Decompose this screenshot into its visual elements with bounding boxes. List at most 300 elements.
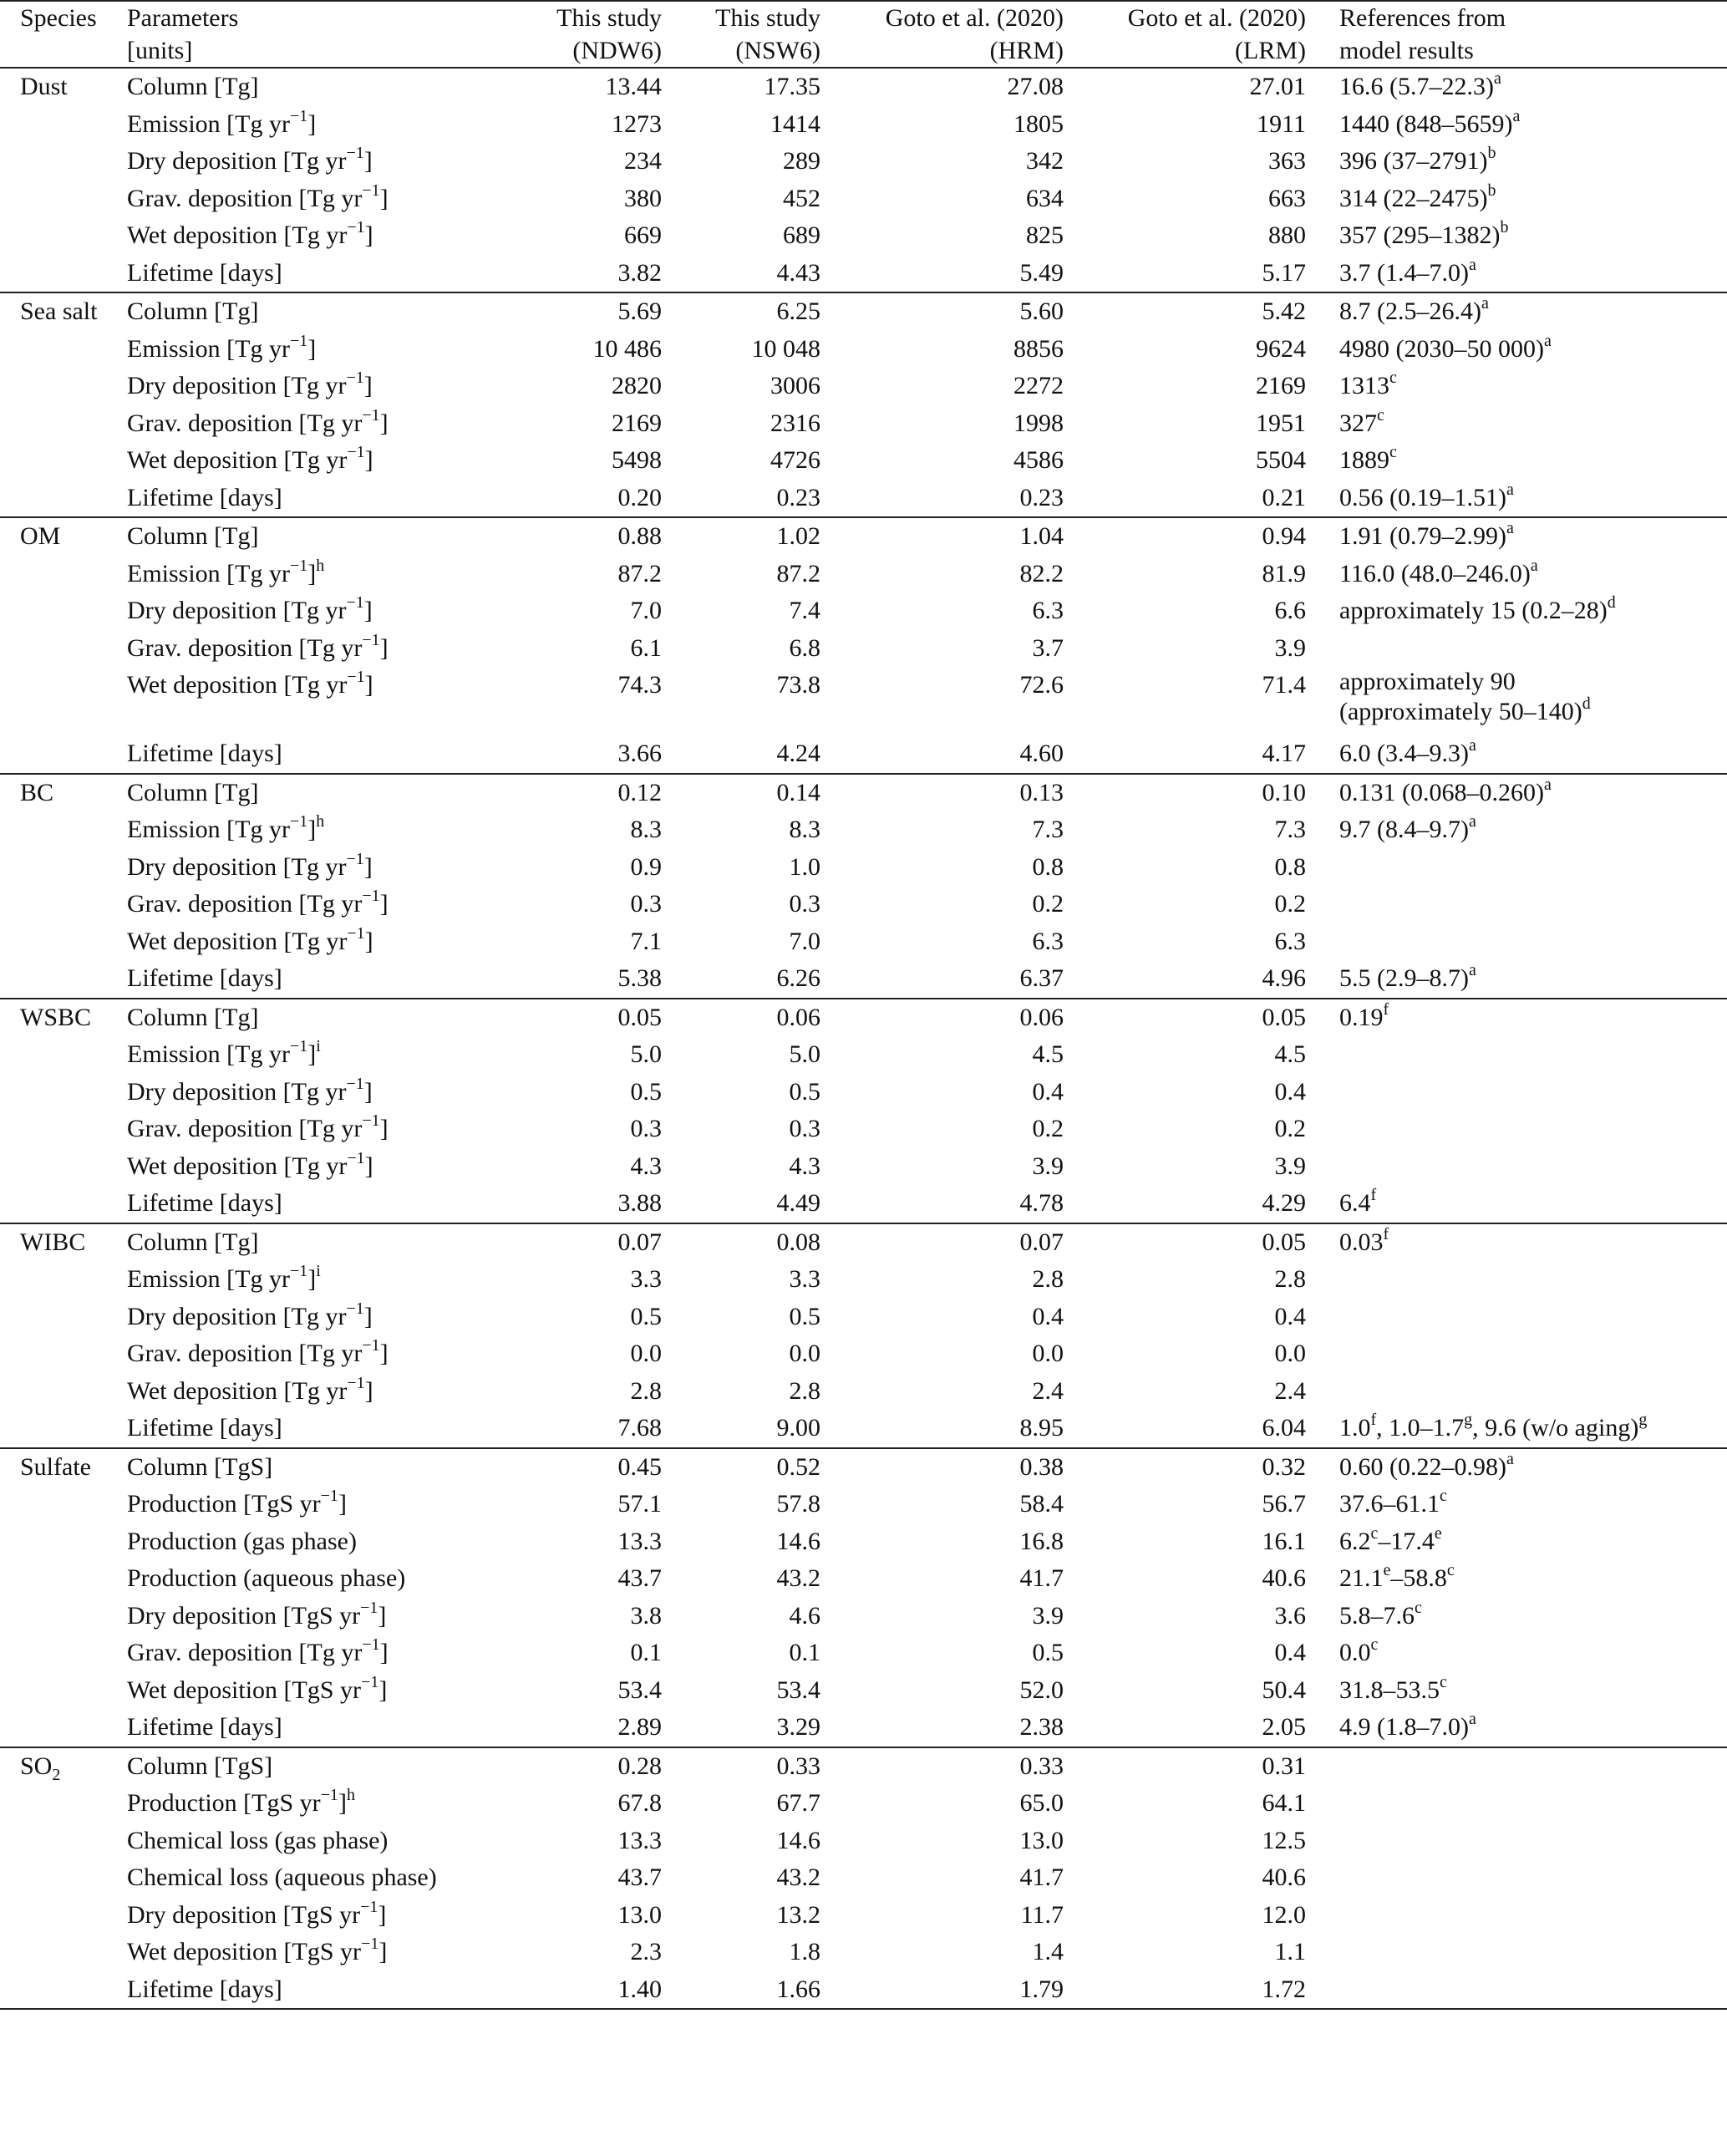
reference-cell: 37.6–61.1$^c$ xyxy=(1339,1487,1447,1518)
reference-cell: 0.131 $(0.068-0.260)^a$ xyxy=(1339,775,1552,806)
table-row xyxy=(0,1598,1727,1635)
hrm-cell: 4.60 xyxy=(1019,740,1064,767)
hrm-cell: 3.9 xyxy=(1032,1152,1064,1180)
ndw6-cell: 3.88 xyxy=(617,1189,662,1217)
lrm-cell: 363 xyxy=(1268,147,1306,175)
table-row xyxy=(0,811,1727,849)
parameter-cell: Emission [Tg $yr^{-1}]^i$ xyxy=(127,1262,321,1293)
lrm-cell: 40.6 xyxy=(1262,1864,1306,1891)
lrm-cell: 0.32 xyxy=(1262,1452,1306,1481)
table-row xyxy=(0,181,1727,218)
hrm-cell: 16.8 xyxy=(1019,1527,1064,1555)
parameter-cell: Dry deposition [TgS $yr^{-1}$] xyxy=(127,1598,387,1630)
table-row xyxy=(0,1785,1727,1823)
nsw6-cell: 6.8 xyxy=(789,633,820,662)
nsw6-cell: 13.2 xyxy=(776,1900,820,1929)
reference-cell: 314 $(22-2475)^b$ xyxy=(1339,181,1496,212)
ndw6-cell: 87.2 xyxy=(617,559,662,587)
lrm-cell: 56.7 xyxy=(1262,1490,1306,1518)
table-row xyxy=(0,106,1727,144)
nsw6-cell: 3.3 xyxy=(789,1265,820,1293)
species-group xyxy=(0,1448,1727,1747)
hrm-cell: 1.4 xyxy=(1032,1938,1064,1965)
reference-cell xyxy=(1306,1036,1727,1074)
parameter-cell: Lifetime [days] xyxy=(127,1975,282,2003)
nsw6-cell: 689 xyxy=(783,221,820,249)
nsw6-cell: 87.2 xyxy=(776,559,820,587)
hrm-cell: 0.38 xyxy=(1019,1452,1064,1481)
species-cell xyxy=(0,1785,127,1823)
hrm-cell: 0.4 xyxy=(1032,1302,1064,1330)
species-group xyxy=(0,1747,1727,2010)
table-row xyxy=(0,1373,1727,1411)
lrm-cell: 5504 xyxy=(1256,446,1306,474)
parameter-cell: Column [Tg] xyxy=(127,522,259,550)
hrm-cell: 2.4 xyxy=(1032,1376,1064,1405)
nsw6-cell: 6.25 xyxy=(776,297,820,325)
nsw6-cell: 1414 xyxy=(770,109,820,138)
table-row xyxy=(0,1299,1727,1336)
parameter-cell: Lifetime [days] xyxy=(127,1713,282,1741)
ndw6-cell: 57.1 xyxy=(617,1490,662,1518)
hrm-cell: 58.4 xyxy=(1019,1490,1064,1518)
reference-cell xyxy=(1306,849,1727,887)
lrm-cell: 9624 xyxy=(1256,334,1306,363)
ndw6-cell: 0.88 xyxy=(617,522,662,550)
species-cell xyxy=(0,1672,127,1710)
reference-cell: 5.5 $(2.9-8.7)^a$ xyxy=(1339,961,1476,992)
header-hrm: Goto et al. (2020) (HRM) xyxy=(885,4,1064,64)
table-row xyxy=(0,556,1727,593)
reference-cell xyxy=(1306,1335,1727,1373)
table-row xyxy=(0,1971,1727,2010)
ndw6-cell: 6.1 xyxy=(630,633,662,662)
reference-cell: 21.1e–58.8$^c$ xyxy=(1339,1561,1455,1592)
table-row xyxy=(0,592,1727,630)
nsw6-cell: 0.23 xyxy=(776,483,820,511)
lrm-cell: 1.1 xyxy=(1274,1938,1306,1965)
header-lrm: Goto et al. (2020) (LRM) xyxy=(1127,4,1306,64)
parameter-cell: Production [TgS $yr^{-1}$] xyxy=(127,1487,347,1518)
ndw6-cell: 53.4 xyxy=(617,1675,662,1704)
table-row xyxy=(0,630,1727,668)
nsw6-cell: 1.66 xyxy=(776,1975,820,2003)
ndw6-cell: 13.3 xyxy=(617,1826,662,1854)
lrm-cell: 2169 xyxy=(1256,372,1306,399)
hrm-cell: 0.2 xyxy=(1032,890,1064,918)
lrm-cell: 5.42 xyxy=(1262,297,1306,325)
lrm-cell: 50.4 xyxy=(1262,1675,1306,1704)
nsw6-cell: 1.8 xyxy=(789,1938,820,1965)
lrm-cell: 0.05 xyxy=(1262,1003,1306,1031)
ndw6-cell: 0.07 xyxy=(617,1228,662,1256)
ndw6-cell: 2820 xyxy=(612,372,662,399)
parameter-cell: Grav. deposition [Tg $yr^{-1}$] xyxy=(127,1635,389,1666)
lrm-cell: 16.1 xyxy=(1262,1527,1306,1555)
ndw6-cell: 1273 xyxy=(612,109,662,138)
hrm-cell: 0.06 xyxy=(1019,1003,1064,1031)
parameter-cell: Production [TgS $yr^{-1}]^h$ xyxy=(127,1786,355,1817)
reference-cell: 0.0$^c$ xyxy=(1339,1635,1379,1666)
table-row xyxy=(0,1672,1727,1710)
parameter-cell: Dry deposition [Tg $yr^{-1}$] xyxy=(127,369,373,399)
hrm-cell: 6.3 xyxy=(1032,597,1064,624)
ndw6-cell: 0.0 xyxy=(630,1340,662,1367)
parameter-cell: Emission [Tg $yr^{-1}$] xyxy=(127,331,317,363)
hrm-cell: 4.5 xyxy=(1032,1040,1064,1068)
lrm-cell: 2.05 xyxy=(1262,1713,1306,1741)
reference-cell xyxy=(1306,1111,1727,1148)
lrm-cell: 3.9 xyxy=(1274,1152,1306,1180)
reference-cell: 1.91 $(0.79-2.99)^a$ xyxy=(1339,519,1514,550)
reference-cell xyxy=(1306,1261,1727,1299)
reference-cell: 6.0 $(3.4-9.3)^a$ xyxy=(1339,736,1476,767)
species-cell xyxy=(0,181,127,218)
table-row xyxy=(0,1111,1727,1148)
parameter-cell: Grav. deposition [Tg $yr^{-1}$] xyxy=(127,181,389,212)
table-row xyxy=(0,1185,1727,1223)
ndw6-cell: 7.0 xyxy=(630,597,662,624)
hrm-cell: 5.49 xyxy=(1019,258,1064,287)
species-cell xyxy=(0,1523,127,1561)
hrm-cell: 2272 xyxy=(1013,372,1064,399)
ndw6-cell: 2.8 xyxy=(630,1376,662,1405)
species-cell xyxy=(0,811,127,849)
parameter-cell: Lifetime [days] xyxy=(127,740,282,767)
ndw6-cell: 3.66 xyxy=(617,740,662,767)
hrm-cell: 0.13 xyxy=(1019,778,1064,806)
reference-cell: 6.2$^c$–17.4e xyxy=(1339,1523,1442,1555)
header-ndw6: This study (NDW6) xyxy=(556,4,662,64)
ndw6-cell: 5.69 xyxy=(617,297,662,325)
ndw6-cell: 0.3 xyxy=(630,890,662,918)
nsw6-cell: 0.1 xyxy=(789,1639,820,1666)
species-cell xyxy=(0,592,127,630)
parameter-cell: Column [Tg] xyxy=(127,297,259,325)
nsw6-cell: 8.3 xyxy=(789,816,820,843)
hrm-cell: 6.3 xyxy=(1032,927,1064,955)
hrm-cell: 0.23 xyxy=(1019,483,1064,511)
reference-cell: approximately 15 $(0.2-28)^d$ xyxy=(1339,593,1616,624)
nsw6-cell: 289 xyxy=(783,147,820,175)
nsw6-cell: 14.6 xyxy=(776,1826,820,1854)
nsw6-cell: 4726 xyxy=(770,446,820,474)
hrm-cell: 8.95 xyxy=(1019,1414,1064,1442)
species-cell xyxy=(0,1373,127,1411)
table-row xyxy=(0,667,1727,735)
hrm-cell: 0.5 xyxy=(1032,1639,1064,1666)
lrm-cell: 1951 xyxy=(1256,409,1306,437)
ndw6-cell: 13.3 xyxy=(617,1527,662,1555)
parameter-cell: Emission [Tg $yr^{-1}]^h$ xyxy=(127,556,325,587)
species-cell: OM xyxy=(20,522,61,550)
table-row xyxy=(0,1859,1727,1897)
parameter-cell: Wet deposition [Tg $yr^{-1}$] xyxy=(127,668,373,699)
parameter-cell: Grav. deposition [Tg $yr^{-1}$] xyxy=(127,887,389,918)
lrm-cell: 0.10 xyxy=(1262,778,1306,806)
species-cell: BC xyxy=(20,778,54,806)
ndw6-cell: 7.1 xyxy=(630,927,662,955)
species-cell xyxy=(0,1934,127,1971)
nsw6-cell: 0.5 xyxy=(789,1302,820,1330)
lrm-cell: 0.4 xyxy=(1274,1077,1306,1106)
species-cell xyxy=(0,1971,127,2010)
parameter-cell: Wet deposition [Tg $yr^{-1}$] xyxy=(127,1373,373,1405)
lrm-cell: 2.4 xyxy=(1274,1376,1306,1405)
species-cell xyxy=(0,106,127,144)
ndw6-cell: 0.45 xyxy=(617,1452,662,1481)
table-row xyxy=(0,886,1727,923)
parameter-cell: Emission [Tg $yr^{-1}]^h$ xyxy=(127,812,325,843)
nsw6-cell: 67.7 xyxy=(776,1789,820,1817)
reference-cell xyxy=(1306,1785,1727,1823)
species-cell xyxy=(0,217,127,255)
nsw6-cell: 57.8 xyxy=(776,1490,820,1518)
reference-cell: 4.9 $(1.8-7.0)^a$ xyxy=(1339,1710,1476,1741)
reference-cell: 1313$^c$ xyxy=(1339,369,1397,399)
lrm-cell: 81.9 xyxy=(1262,559,1306,587)
lrm-cell: 4.96 xyxy=(1262,964,1306,992)
nsw6-cell: 1.02 xyxy=(776,522,820,550)
reference-cell: 3.7 $(1.4-7.0)^a$ xyxy=(1339,255,1476,287)
parameter-cell: Column [Tg] xyxy=(127,73,259,100)
lrm-cell: 0.31 xyxy=(1262,1752,1306,1780)
ndw6-cell: 0.28 xyxy=(617,1752,662,1780)
nsw6-cell: 3.29 xyxy=(776,1713,820,1741)
lrm-cell: 0.94 xyxy=(1262,522,1306,550)
parameter-cell: Dry deposition [TgS $yr^{-1}$] xyxy=(127,1897,387,1929)
reference-cell xyxy=(1306,1074,1727,1111)
ndw6-cell: 0.05 xyxy=(617,1003,662,1031)
table-row xyxy=(0,217,1727,255)
lrm-cell: 5.17 xyxy=(1262,258,1306,287)
species-cell xyxy=(0,1148,127,1186)
nsw6-cell: 43.2 xyxy=(776,1564,820,1592)
lrm-cell: 6.6 xyxy=(1274,597,1306,624)
hrm-cell: 52.0 xyxy=(1019,1675,1064,1704)
species-cell xyxy=(0,1185,127,1223)
lrm-cell: 6.3 xyxy=(1274,927,1306,955)
hrm-cell: 825 xyxy=(1026,221,1064,249)
nsw6-cell: 452 xyxy=(783,184,820,212)
species-cell xyxy=(0,1299,127,1336)
ndw6-cell: 4.3 xyxy=(630,1152,662,1180)
table-row xyxy=(0,1074,1727,1111)
ndw6-cell: 0.5 xyxy=(630,1077,662,1106)
ndw6-cell: 74.3 xyxy=(617,671,662,699)
lrm-cell: 663 xyxy=(1268,184,1306,212)
species-cell xyxy=(0,960,127,999)
species-cell xyxy=(0,255,127,293)
reference-cell xyxy=(1306,1747,1727,1786)
ndw6-cell: 13.0 xyxy=(617,1900,662,1929)
parameter-cell: Column [TgS] xyxy=(127,1752,273,1780)
table-row xyxy=(0,1486,1727,1523)
table-row xyxy=(0,368,1727,405)
parameter-cell: Production (gas phase) xyxy=(127,1527,357,1555)
parameter-cell: Column [Tg] xyxy=(127,1228,259,1256)
ndw6-cell: 2.3 xyxy=(630,1938,662,1965)
nsw6-cell: 73.8 xyxy=(776,671,820,699)
reference-cell: 327$^c$ xyxy=(1339,405,1384,437)
species-group xyxy=(0,774,1727,999)
species-cell xyxy=(0,1635,127,1672)
species-cell xyxy=(0,1486,127,1523)
reference-cell xyxy=(1306,923,1727,961)
species-cell xyxy=(0,331,127,369)
ndw6-cell: 0.12 xyxy=(617,778,662,806)
parameter-cell: Emission [Tg $yr^{-1}$] xyxy=(127,106,317,138)
parameter-cell: Emission [Tg $yr^{-1}]^i$ xyxy=(127,1037,321,1068)
species-cell xyxy=(0,667,127,735)
hrm-cell: 4.78 xyxy=(1019,1189,1064,1217)
ndw6-cell: 234 xyxy=(624,147,662,175)
ndw6-cell: 0.9 xyxy=(630,852,662,881)
lrm-cell: 1.72 xyxy=(1262,1975,1306,2003)
table-row xyxy=(0,480,1727,518)
hrm-cell: 1.04 xyxy=(1019,522,1064,550)
ndw6-cell: 5498 xyxy=(612,446,662,474)
nsw6-cell: 7.0 xyxy=(789,927,820,955)
reference-cell xyxy=(1306,1148,1727,1186)
table-row xyxy=(0,1560,1727,1598)
species-cell xyxy=(0,1859,127,1897)
species-cell xyxy=(0,923,127,961)
table-row xyxy=(0,1223,1727,1262)
lrm-cell: 0.4 xyxy=(1274,1302,1306,1330)
reference-cell: 0.60 $(0.22-0.98)^a$ xyxy=(1339,1449,1514,1481)
nsw6-cell: 53.4 xyxy=(776,1675,820,1704)
ndw6-cell: 669 xyxy=(624,221,662,249)
ndw6-cell: 2.89 xyxy=(617,1713,662,1741)
hrm-cell: 41.7 xyxy=(1019,1864,1064,1891)
ndw6-cell: 380 xyxy=(624,184,662,212)
header-references: References from model results xyxy=(1339,4,1506,64)
reference-cell: 9.7 $(8.4-9.7)^a$ xyxy=(1339,812,1476,843)
parameter-cell: Chemical loss (gas phase) xyxy=(127,1826,389,1854)
reference-cell xyxy=(1306,1934,1727,1971)
ndw6-cell: 67.8 xyxy=(617,1789,662,1817)
parameter-cell: Wet deposition [TgS $yr^{-1}$] xyxy=(127,1672,388,1704)
table-row xyxy=(0,331,1727,369)
parameter-cell: Lifetime [days] xyxy=(127,1414,282,1442)
ndw6-cell: 5.0 xyxy=(630,1040,662,1068)
lrm-cell: 40.6 xyxy=(1262,1564,1306,1592)
species-cell xyxy=(0,480,127,518)
table-row xyxy=(0,1448,1727,1487)
ndw6-cell: 5.38 xyxy=(617,964,662,992)
hrm-cell: 11.7 xyxy=(1020,1900,1064,1929)
hrm-cell: 82.2 xyxy=(1019,559,1064,587)
species-cell xyxy=(0,1335,127,1373)
species-group xyxy=(0,1223,1727,1448)
lrm-cell: 4.5 xyxy=(1274,1040,1306,1068)
table-row xyxy=(0,735,1727,774)
table-row xyxy=(0,1335,1727,1373)
hrm-cell: 13.0 xyxy=(1019,1826,1064,1854)
table-row xyxy=(0,1823,1727,1860)
hrm-cell: 72.6 xyxy=(1019,671,1064,699)
hrm-cell: 0.07 xyxy=(1019,1228,1064,1256)
parameter-cell: Lifetime [days] xyxy=(127,964,282,992)
reference-cell xyxy=(1306,1299,1727,1336)
nsw6-cell: 4.43 xyxy=(776,258,820,287)
species-cell xyxy=(0,1111,127,1148)
hrm-cell: 41.7 xyxy=(1019,1564,1064,1592)
nsw6-cell: 4.24 xyxy=(776,740,820,767)
reference-cell: 1440 $(848-5659)^a$ xyxy=(1339,106,1521,138)
species-group xyxy=(0,68,1727,292)
reference-cell xyxy=(1306,1971,1727,2010)
nsw6-cell: 0.08 xyxy=(776,1228,820,1256)
table-row xyxy=(0,405,1727,443)
table-row xyxy=(0,292,1727,331)
lrm-cell: 0.0 xyxy=(1274,1340,1306,1367)
hrm-cell: 0.33 xyxy=(1019,1752,1064,1780)
lrm-cell: 0.4 xyxy=(1274,1639,1306,1666)
species-group xyxy=(0,517,1727,774)
hrm-cell: 3.9 xyxy=(1032,1601,1064,1630)
table-row xyxy=(0,1747,1727,1786)
nsw6-cell: 4.49 xyxy=(776,1189,820,1217)
nsw6-cell: 0.33 xyxy=(776,1752,820,1780)
species-cell xyxy=(0,405,127,443)
species-cell xyxy=(0,1074,127,1111)
table-row xyxy=(0,1934,1727,1971)
nsw6-cell: 2.8 xyxy=(789,1376,820,1405)
parameter-cell: Dry deposition [Tg $yr^{-1}$] xyxy=(127,1074,373,1106)
parameter-cell: Wet deposition [Tg $yr^{-1}$] xyxy=(127,443,373,474)
reference-cell: 1.0$^f$, 1.0–1.7$^g$, 9.6 (w/o aging)$^g$ xyxy=(1339,1411,1648,1442)
table-row xyxy=(0,1410,1727,1448)
species-cell xyxy=(0,556,127,593)
nsw6-cell: 17.35 xyxy=(764,73,820,100)
ndw6-cell: 43.7 xyxy=(617,1864,662,1891)
reference-cell xyxy=(1306,1859,1727,1897)
parameter-cell: Dry deposition [Tg $yr^{-1}$] xyxy=(127,849,373,881)
species-cell xyxy=(0,630,127,668)
lrm-cell: 12.5 xyxy=(1262,1826,1306,1854)
nsw6-cell: 0.0 xyxy=(789,1340,820,1367)
reference-cell: 6.4$^f$ xyxy=(1339,1186,1377,1217)
ndw6-cell: 0.5 xyxy=(630,1302,662,1330)
nsw6-cell: 2316 xyxy=(770,409,820,437)
nsw6-cell: 9.00 xyxy=(776,1414,820,1442)
lrm-cell: 4.17 xyxy=(1262,740,1306,767)
reference-cell: 0.03$^f$ xyxy=(1339,1224,1389,1256)
reference-cell: 16.6 $(5.7-22.3)^a$ xyxy=(1339,69,1501,100)
lrm-cell: 0.8 xyxy=(1274,852,1306,881)
table-row xyxy=(0,960,1727,999)
parameter-cell: Lifetime [days] xyxy=(127,1189,282,1217)
hrm-cell: 0.4 xyxy=(1032,1077,1064,1106)
hrm-cell: 2.38 xyxy=(1019,1713,1064,1741)
species-cell: Dust xyxy=(20,73,68,100)
table-row xyxy=(0,1709,1727,1747)
species-cell: WSBC xyxy=(20,1003,92,1031)
species-cell xyxy=(0,735,127,774)
parameter-cell: Dry deposition [Tg $yr^{-1}$] xyxy=(127,1299,373,1330)
nsw6-cell: 3006 xyxy=(770,372,820,399)
lrm-cell: 0.2 xyxy=(1274,890,1306,918)
lrm-cell: 0.05 xyxy=(1262,1228,1306,1256)
lrm-cell: 0.21 xyxy=(1262,483,1306,511)
species-cell xyxy=(0,1410,127,1448)
hrm-cell: 5.60 xyxy=(1019,297,1064,325)
lrm-cell: 27.01 xyxy=(1249,73,1306,100)
lrm-cell: 4.29 xyxy=(1262,1189,1306,1217)
species-cell xyxy=(0,1261,127,1299)
